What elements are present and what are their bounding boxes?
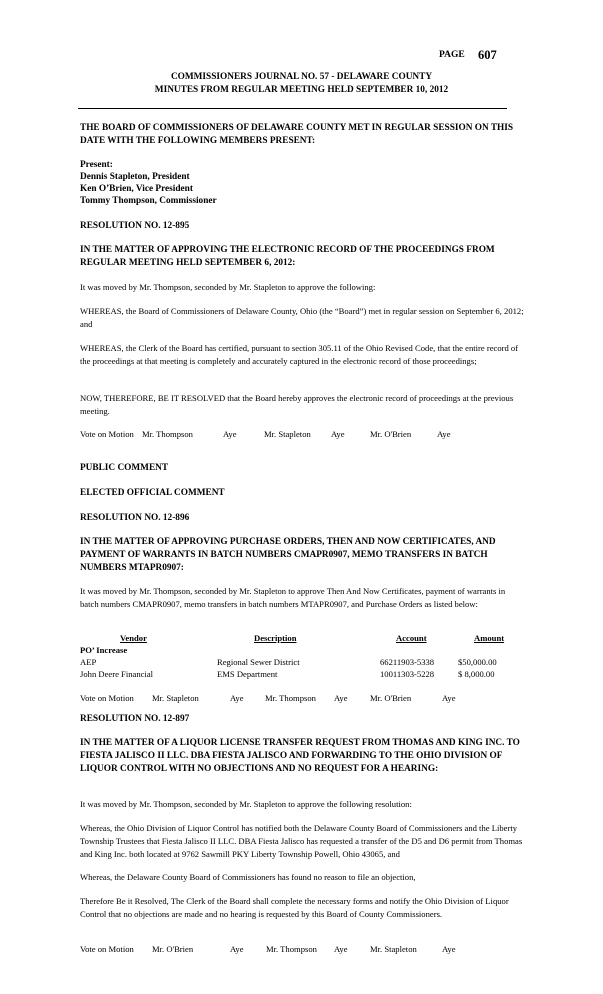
resolution-895-title: IN THE MATTER OF APPROVING THE ELECTRONIC RECORD OF THE PROCEEDINGS FROM REGULAR MEETING HELD SEPTEMBER 6, 2012:: [80, 245, 495, 268]
page-label: PAGE: [439, 50, 465, 60]
journal-title: COMMISSIONERS JOURNAL NO. 57 - DELAWARE COUNTY: [170, 72, 433, 82]
table-group-label: PO’ Increase: [80, 645, 128, 655]
vote-label: Vote on Motion: [80, 429, 134, 439]
vote-member-3: Mr. O'Brien: [370, 693, 412, 703]
resolution-897-motion: It was moved by Mr. Thompson, seconded by Mr. Stapleton to approve the following resolution:: [80, 799, 412, 809]
resolution-897-title: IN THE MATTER OF A LIQUOR LICENSE TRANSFER REQUEST FROM THOMAS AND KING INC. TO FIESTA JALISCO II LLC. DBA FIESTA JALISCO AND FORWARDING TO THE OHIO DIVISION OF LIQUOR CONTROL WITH NO OBJECTIONS AND NO REQUEST FOR A HEARING:: [80, 738, 520, 774]
vote-member-2: Mr. Thompson: [266, 944, 317, 954]
resolution-897-resolved: Therefore Be it Resolved, The Clerk of the Board shall complete the necessary forms and notify the Ohio Division of Liquor Control that no objections are made and no hearing is requested by this Board of County Commissioners.: [80, 896, 509, 919]
resolution-896-number: RESOLUTION NO. 12-896: [80, 513, 190, 523]
minutes-title: MINUTES FROM REGULAR MEETING HELD SEPTEMBER 10, 2012: [154, 85, 449, 95]
table-header-description: Description: [254, 633, 297, 643]
public-comment-heading: PUBLIC COMMENT: [80, 463, 169, 473]
vote-value-1: Aye: [223, 429, 237, 439]
vote-member-3: Mr. O'Brien: [370, 429, 412, 439]
vote-value-1: Aye: [230, 944, 244, 954]
vote-value-3: Aye: [442, 693, 456, 703]
table-header-vendor: Vendor: [120, 633, 147, 643]
table-cell-amount: $50,000.00: [458, 657, 497, 667]
resolution-895-resolved: NOW, THEREFORE, BE IT RESOLVED that the Board hereby approves the electronic record of proceedings at the previous meeting.: [80, 393, 514, 416]
vote-member-1: Mr. Stapleton: [152, 693, 199, 703]
vote-label: Vote on Motion: [80, 944, 134, 954]
table-cell-amount: $ 8,000.00: [458, 669, 495, 679]
table-header-account: Account: [396, 633, 427, 643]
resolution-897-whereas-1: Whereas, the Ohio Division of Liquor Control has notified both the Delaware County Board of Commissioners and the Liberty Township Trustees that Fiesta Jalisco II LLC. DBA Fiesta Jalisco has requested a transfer of the D5 and D6 permit from Thomas and King Inc. both located at 9762 Sawmill PKY Liberty Township Powell, Ohio 43065, and: [80, 823, 523, 859]
member-vice-president: Ken O’Brien, Vice President: [80, 184, 193, 194]
table-cell-account: 10011303-5228: [380, 669, 435, 679]
table-header-amount: Amount: [474, 633, 505, 643]
table-cell-vendor: John Deere Financial: [80, 669, 154, 679]
resolution-897-vote: [80, 943, 525, 956]
vote-member-2: Mr. Stapleton: [264, 429, 311, 439]
resolution-897-number: RESOLUTION NO. 12-897: [80, 714, 190, 724]
table-cell-vendor: AEP: [80, 657, 97, 667]
resolution-895-whereas-1: WHEREAS, the Board of Commissioners of Delaware County, Ohio (the “Board”) met in regular session on September 6, 2012; and: [80, 306, 524, 329]
vote-member-1: Mr. O'Brien: [152, 944, 194, 954]
resolution-897-whereas-2: Whereas, the Delaware County Board of Commissioners has found no reason to file an objection,: [80, 872, 416, 882]
resolution-895-motion: It was moved by Mr. Thompson, seconded by Mr. Stapleton to approve the following:: [80, 282, 376, 292]
table-cell-description: Regional Sewer District: [217, 657, 300, 667]
purchase-orders-table: [80, 632, 525, 687]
member-commissioner: Tommy Thompson, Commissioner: [80, 196, 217, 206]
vote-value-2: Aye: [334, 693, 348, 703]
vote-member-1: Mr. Thompson: [142, 429, 193, 439]
resolution-896-title: IN THE MATTER OF APPROVING PURCHASE ORDERS, THEN AND NOW CERTIFICATES, AND PAYMENT OF WARRANTS IN BATCH NUMBERS CMAPR0907, MEMO TRANSFERS IN BATCH NUMBERS MTAPR0907:: [80, 537, 496, 573]
resolution-896-vote: [80, 692, 525, 705]
resolution-895-vote: [80, 428, 525, 441]
header-rule: [78, 108, 507, 109]
resolution-896-motion: It was moved by Mr. Thompson, seconded by Mr. Stapleton to approve Then And Now Certificates, payment of warrants in batch numbers CMAPR0907, memo transfers in batch numbers MTAPR0907, and Purchase Orders as listed below:: [80, 586, 506, 609]
vote-value-2: Aye: [334, 944, 348, 954]
vote-member-2: Mr. Thompson: [265, 693, 316, 703]
resolution-895-number: RESOLUTION NO. 12-895: [80, 221, 190, 231]
present-label: Present:: [80, 160, 113, 170]
intro-paragraph: THE BOARD OF COMMISSIONERS OF DELAWARE COUNTY MET IN REGULAR SESSION ON THIS DATE WITH THE FOLLOWING MEMBERS PRESENT:: [80, 123, 514, 146]
vote-value-1: Aye: [230, 693, 244, 703]
table-cell-account: 66211903-5338: [380, 657, 435, 667]
elected-comment-heading: ELECTED OFFICIAL COMMENT: [80, 488, 225, 498]
member-president: Dennis Stapleton, President: [80, 172, 190, 182]
vote-value-3: Aye: [442, 944, 456, 954]
page-number: 607: [478, 48, 497, 62]
vote-member-3: Mr. Stapleton: [370, 944, 417, 954]
vote-value-3: Aye: [437, 429, 451, 439]
table-cell-description: EMS Department: [217, 669, 278, 679]
resolution-895-whereas-2: WHEREAS, the Clerk of the Board has certified, pursuant to section 305.11 of the Ohio Revised Code, that the entire record of the proceedings at that meeting is completely and accurately captured in the electronic record of those proceedings;: [80, 343, 519, 366]
vote-label: Vote on Motion: [80, 693, 134, 703]
vote-value-2: Aye: [331, 429, 345, 439]
